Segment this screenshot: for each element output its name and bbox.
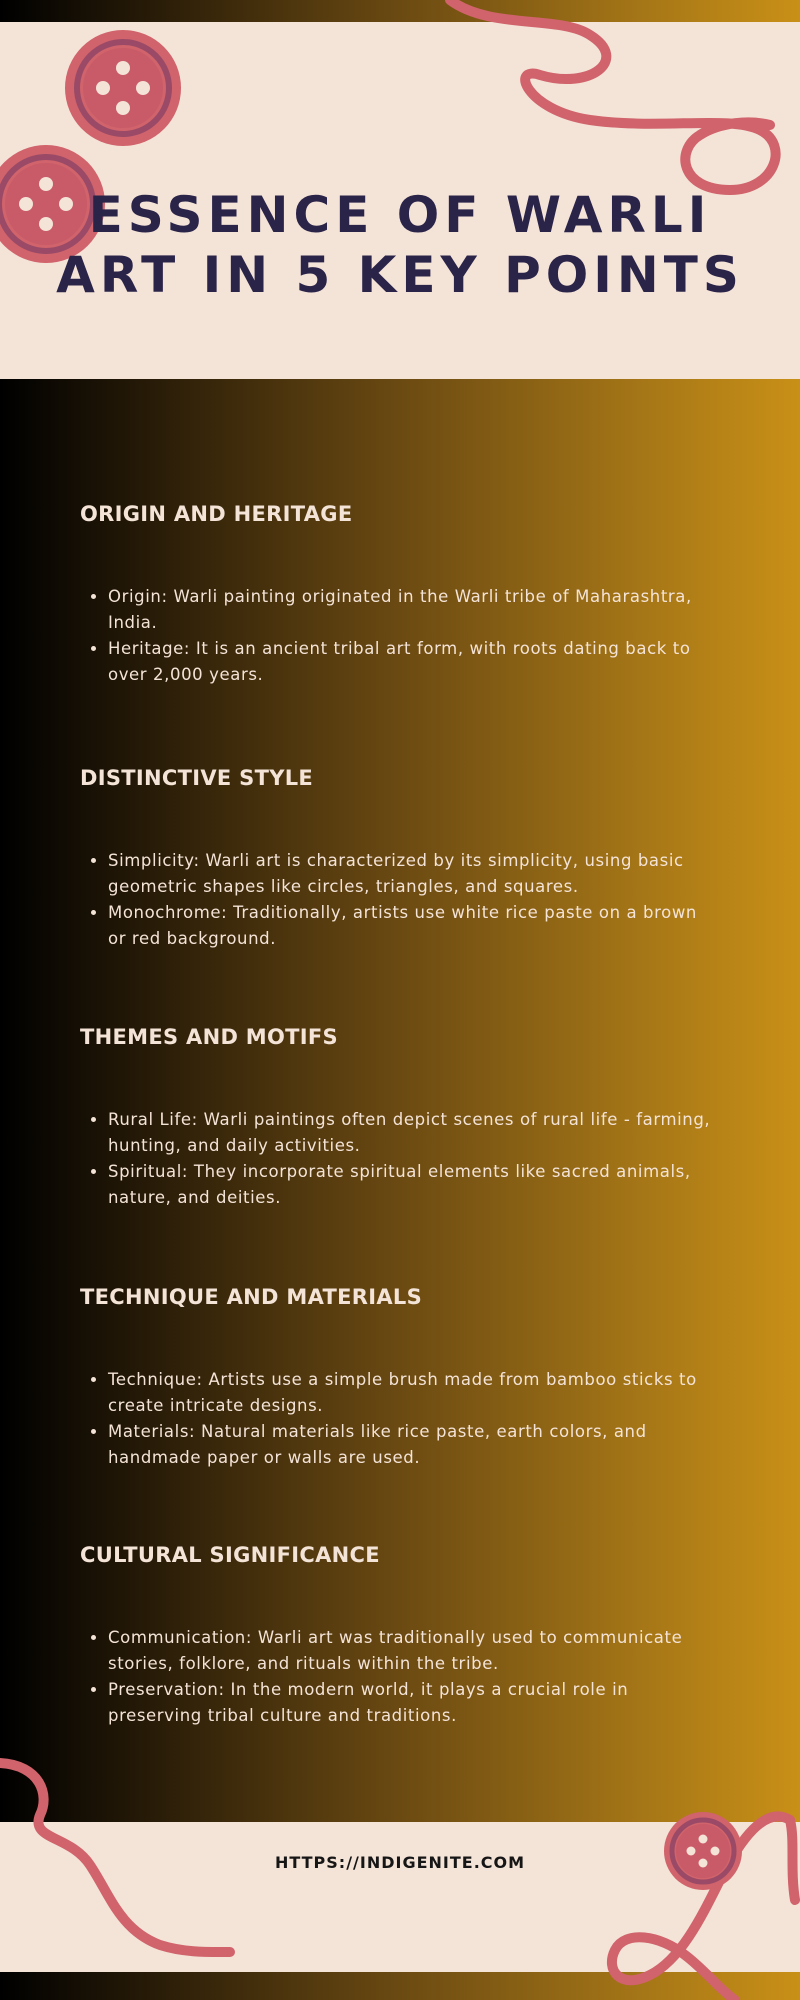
list-item: • Simplicity: Warli art is characterized by its simplicity, using basic geometric shapes like circles, triangles, and squares.	[108, 848, 720, 900]
section-heading: ORIGIN AND HERITAGE	[80, 502, 353, 526]
list-item: • Monochrome: Traditionally, artists use white rice paste on a brown or red background.	[108, 900, 720, 952]
section-list	[80, 584, 720, 688]
section-origin	[80, 502, 720, 688]
title-line-2: ART IN 5 KEY POINTS	[56, 246, 744, 304]
list-item: • Preservation: In the modern world, it plays a crucial role in preserving tribal culture and traditions.	[108, 1677, 720, 1729]
section-list	[80, 1367, 720, 1471]
footer-url-link[interactable]: HTTPS://INDIGENITE.COM	[274, 1853, 526, 1872]
section-cultural	[80, 1543, 720, 1729]
list-item: • Communication: Warli art was traditionally used to communicate stories, folklore, and rituals within the tribe.	[108, 1625, 720, 1677]
section-heading: TECHNIQUE AND MATERIALS	[80, 1285, 423, 1309]
list-item: • Origin: Warli painting originated in the Warli tribe of Maharashtra, India.	[108, 584, 720, 636]
page-title	[0, 185, 800, 305]
section-list	[80, 848, 720, 952]
section-heading: THEMES AND MOTIFS	[80, 1025, 338, 1049]
squiggle-top-right	[430, 0, 800, 200]
section-list	[80, 1107, 720, 1211]
list-item: • Spiritual: They incorporate spiritual elements like sacred animals, nature, and deities.	[108, 1159, 720, 1211]
section-heading: DISTINCTIVE STYLE	[80, 766, 314, 790]
list-item: • Heritage: It is an ancient tribal art form, with roots dating back to over 2,000 years.	[108, 636, 720, 688]
title-line-1: ESSENCE OF WARLI	[88, 186, 712, 244]
section-style	[80, 766, 720, 952]
button-icon	[63, 28, 183, 148]
section-heading: CULTURAL SIGNIFICANCE	[80, 1543, 380, 1567]
section-list	[80, 1625, 720, 1729]
list-item: • Materials: Natural materials like rice paste, earth colors, and handmade paper or walls are used.	[108, 1419, 720, 1471]
list-item: • Rural Life: Warli paintings often depict scenes of rural life - farming, hunting, and daily activities.	[108, 1107, 720, 1159]
section-technique	[80, 1285, 720, 1471]
button-icon	[663, 1811, 743, 1891]
section-themes	[80, 1025, 720, 1211]
list-item: • Technique: Artists use a simple brush made from bamboo sticks to create intricate designs.	[108, 1367, 720, 1419]
